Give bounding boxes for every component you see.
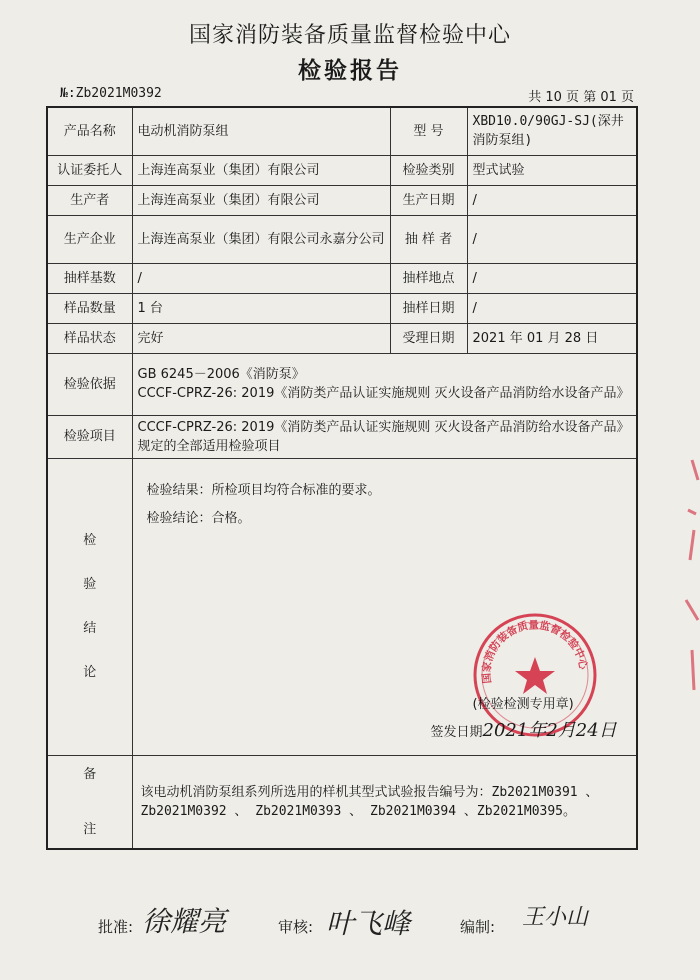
field-label: 抽 样 者: [390, 215, 467, 263]
basis-value: [132, 353, 637, 415]
field-label: 受理日期: [390, 323, 467, 353]
table-row-notes: [47, 755, 637, 849]
report-table: [46, 106, 638, 850]
compile-signature: 王小山: [522, 905, 589, 930]
review-label: 审核:: [278, 918, 314, 936]
test-result: 检验结果：所检项目均符合标准的要求。: [146, 482, 381, 498]
items-value: CCCF-CPRZ-26: 2019《消防类产品认证实施规则 灭火设备产品消防给水设备产品》规定的全部适用检验项目: [132, 415, 637, 458]
table-row-basis: [47, 353, 637, 415]
table-row-conclusion: [47, 458, 637, 755]
field-label: 抽样基数: [47, 263, 132, 293]
field-value: /: [467, 185, 637, 215]
field-label: 抽样日期: [390, 293, 467, 323]
field-value: 型式试验: [467, 155, 637, 185]
field-value: 上海连高泵业（集团）有限公司: [132, 185, 390, 215]
table-row: [47, 323, 637, 353]
table-row: [47, 263, 637, 293]
basis-line: CCCF-CPRZ-26: 2019《消防类产品认证实施规则 灭火设备产品消防给水设备产品》: [137, 386, 630, 401]
doc-title: 检验报告: [298, 58, 402, 84]
field-label: 生产日期: [390, 185, 467, 215]
field-value: XBD10.0/90GJ-SJ(深井消防泵组): [467, 107, 637, 155]
field-label: 检验依据: [47, 353, 132, 415]
field-label: 生产企业: [47, 215, 132, 263]
field-value: /: [467, 293, 637, 323]
basis-line: GB 6245－2006《消防泵》: [137, 367, 305, 382]
field-value: 上海连高泵业（集团）有限公司永嘉分公司: [132, 215, 390, 263]
approve-label: 批准:: [98, 918, 134, 936]
table-row: [47, 215, 637, 263]
table-row: [47, 185, 637, 215]
field-value: 2021 年 01 月 28 日: [467, 323, 637, 353]
edge-stamp-mark-icon: [680, 450, 700, 720]
field-label: 检验项目: [47, 415, 132, 458]
field-label: 型 号: [390, 107, 467, 155]
label-char: 验: [83, 577, 97, 592]
page-info: 共 10 页 第 01 页: [528, 90, 634, 105]
conclusion-cell: [132, 458, 637, 755]
notes-label: [47, 755, 132, 849]
field-value: 完好: [132, 323, 390, 353]
label-char: 注: [83, 821, 97, 837]
compile-label: 编制:: [460, 918, 496, 936]
approve-signature: 徐耀亮: [142, 905, 227, 938]
seal-label: (检验检测专用章): [472, 696, 574, 712]
table-row: [47, 107, 637, 155]
report-number: №:Zb2021M0392: [60, 86, 162, 101]
table-row-items: [47, 415, 637, 458]
review-signature: 叶飞峰: [326, 907, 411, 940]
field-label: 抽样地点: [390, 263, 467, 293]
issue-date-value: 2021年2月24日: [482, 719, 617, 741]
issue-date-label: 签发日期: [430, 724, 483, 740]
signature-footer: [98, 904, 658, 944]
field-label: 检验类别: [390, 155, 467, 185]
field-label: 产品名称: [47, 107, 132, 155]
label-char: 结: [83, 621, 97, 636]
conclusion-label: [47, 458, 132, 755]
org-title: 国家消防装备质量监督检验中心: [188, 23, 511, 48]
field-label: 样品状态: [47, 323, 132, 353]
test-verdict: 检验结论：合格。: [146, 510, 251, 526]
issue-date: [431, 721, 617, 742]
field-label: 认证委托人: [47, 155, 132, 185]
label-char: 备: [83, 766, 97, 782]
field-value: /: [132, 263, 390, 293]
field-value: /: [467, 263, 637, 293]
table-row: [47, 293, 637, 323]
label-char: 检: [83, 533, 97, 548]
field-value: 上海连高泵业（集团）有限公司: [132, 155, 390, 185]
field-label: 生产者: [47, 185, 132, 215]
table-row: [47, 155, 637, 185]
notes-value: 该电动机消防泵组系列所选用的样机其型式试验报告编号为：Zb2021M0391 、 Zb2021M0392 、 Zb2021M0393 、 Zb2021M0394 、Zb2021M0395。: [132, 755, 637, 849]
field-value: 电动机消防泵组: [132, 107, 390, 155]
seal-text: 国家消防装备质量监督检验中心: [480, 618, 589, 684]
field-value: /: [467, 215, 637, 263]
field-value: 1 台: [132, 293, 390, 323]
field-label: 样品数量: [47, 293, 132, 323]
label-char: 论: [83, 665, 97, 680]
